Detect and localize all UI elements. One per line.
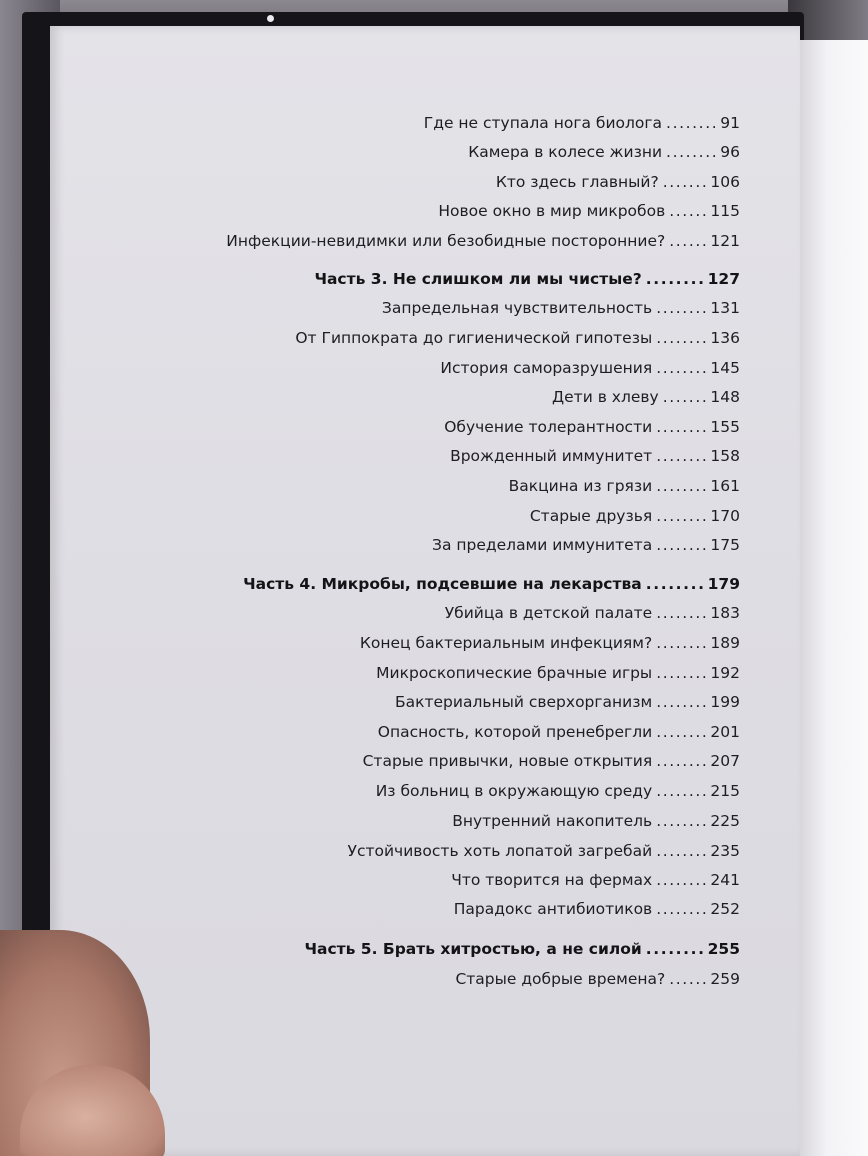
toc-entry-title: Убийца в детской палате — [444, 604, 653, 622]
toc-entry — [363, 752, 740, 776]
toc-entry-page-number: 170 — [710, 507, 740, 525]
toc-entry-leader: ........ — [666, 114, 719, 132]
toc-entry — [452, 812, 740, 836]
toc-entry — [382, 299, 740, 323]
toc-entry — [376, 664, 740, 688]
toc-entry-leader: ...... — [669, 202, 709, 220]
toc-entry — [509, 477, 740, 501]
toc-entry-page-number: 148 — [710, 388, 740, 406]
toc-entry — [438, 202, 740, 226]
toc-entry-leader: ........ — [656, 723, 709, 741]
toc-entry-leader: ........ — [656, 418, 709, 436]
toc-entry-leader: ........ — [656, 782, 709, 800]
toc-entry-page-number: 127 — [707, 270, 740, 288]
toc-entry-title: Парадокс антибиотиков — [453, 900, 653, 918]
toc-entry-leader: ........ — [656, 634, 709, 652]
toc-entry — [444, 418, 740, 442]
toc-entry-title: Старые добрые времена? — [455, 970, 666, 988]
toc-entry-title: За пределами иммунитета — [432, 536, 653, 554]
toc-entry-leader: ........ — [656, 536, 709, 554]
toc-entry-title: От Гиппократа до гигиенической гипотезы — [295, 329, 653, 347]
toc-entry-leader: ........ — [656, 447, 709, 465]
toc-entry-title: Кто здесь главный? — [495, 173, 659, 191]
toc-entry-title: Что творится на фермах — [451, 871, 653, 889]
toc-entry-title: Микроскопические брачные игры — [376, 664, 653, 682]
toc-entry-page-number: 136 — [710, 329, 740, 347]
toc-entry-title: Камера в колесе жизни — [468, 143, 663, 161]
toc-entry-leader: ........ — [656, 693, 709, 711]
toc-entry-leader: ........ — [656, 299, 709, 317]
toc-entry — [468, 143, 740, 167]
toc-entry-page-number: 252 — [710, 900, 740, 918]
toc-entry-page-number: 207 — [710, 752, 740, 770]
toc-entry-leader: ...... — [669, 970, 709, 988]
toc-entry-leader: ........ — [656, 604, 709, 622]
toc-entry-page-number: 189 — [710, 634, 740, 652]
toc-entry-leader: ........ — [645, 940, 706, 958]
toc-entry-page-number: 115 — [710, 202, 740, 220]
toc-entry-title: Старые друзья — [529, 507, 653, 525]
toc-entry-page-number: 155 — [710, 418, 740, 436]
toc-entry-title: Часть 4. Микробы, подсевшие на лекарства — [243, 575, 642, 593]
toc-entry-page-number: 91 — [720, 114, 740, 132]
toc-entry-page-number: 161 — [710, 477, 740, 495]
toc-entry — [424, 114, 740, 138]
toc-entry-page-number: 121 — [710, 232, 740, 250]
toc-entry-leader: ........ — [656, 359, 709, 377]
toc-entry-leader: ........ — [656, 507, 709, 525]
toc-entry-page-number: 96 — [720, 143, 740, 161]
toc-entry-title: Врожденный иммунитет — [450, 447, 653, 465]
toc-part-heading — [243, 575, 740, 599]
toc-entry-leader: ...... — [669, 232, 709, 250]
toc-entry-title: Новое окно в мир микробов — [438, 202, 666, 220]
toc-entry-page-number: 215 — [710, 782, 740, 800]
toc-entry-title: Инфекции-невидимки или безобидные посторонние? — [226, 232, 666, 250]
toc-entry-title: Часть 3. Не слишком ли мы чистые? — [314, 270, 642, 288]
toc-entry-leader: ........ — [645, 575, 706, 593]
toc-entry — [450, 447, 740, 471]
toc-entry-leader: ........ — [656, 871, 709, 889]
toc-entry — [445, 604, 740, 628]
toc-entry-page-number: 145 — [710, 359, 740, 377]
toc-entry — [454, 900, 740, 924]
toc-entry-title: Из больниц в окружающую среду — [375, 782, 653, 800]
toc-entry-leader: ........ — [656, 329, 709, 347]
toc-entry-page-number: 158 — [710, 447, 740, 465]
toc-entry-leader: ........ — [656, 842, 709, 860]
toc-entry-leader: ........ — [656, 900, 709, 918]
toc-entry-title: Конец бактериальным инфекциям? — [359, 634, 653, 652]
toc-entry-page-number: 259 — [710, 970, 740, 988]
toc-entry-title: Бактериальный сверхорганизм — [394, 693, 653, 711]
toc-entry — [295, 329, 740, 353]
toc-entry-title: Где не ступала нога биолога — [423, 114, 663, 132]
toc-entry-leader: ........ — [656, 812, 709, 830]
toc-entry-page-number: 179 — [707, 575, 740, 593]
toc-entry-leader: ........ — [645, 270, 706, 288]
toc-entry-title: Часть 5. Брать хитростью, а не силой — [304, 940, 642, 958]
toc-entry — [451, 871, 740, 895]
toc-entry — [432, 536, 740, 560]
toc-entry-title: Дети в хлеву — [552, 388, 659, 406]
toc-entry-leader: ........ — [656, 752, 709, 770]
toc-entry-page-number: 235 — [710, 842, 740, 860]
toc-entry — [395, 693, 740, 717]
toc-entry-leader: ........ — [666, 143, 719, 161]
toc-entry — [496, 173, 740, 197]
toc-entry — [226, 232, 740, 256]
toc-entry — [360, 634, 740, 658]
toc-entry-page-number: 192 — [710, 664, 740, 682]
toc-entry-leader: ....... — [662, 173, 709, 191]
toc-entry-title: Опасность, которой пренебрегли — [377, 723, 653, 741]
toc-entry-page-number: 175 — [710, 536, 740, 554]
toc-entry-page-number: 183 — [710, 604, 740, 622]
toc-entry-title: Вакцина из грязи — [508, 477, 653, 495]
toc-part-heading — [314, 270, 740, 294]
cover-dot — [267, 15, 274, 22]
toc-entry — [455, 970, 740, 994]
toc-entry-page-number: 201 — [710, 723, 740, 741]
toc-entry-title: Устойчивость хоть лопатой загребай — [347, 842, 653, 860]
toc-entry-leader: ........ — [656, 477, 709, 495]
toc-entry — [348, 842, 741, 866]
toc-entry-page-number: 241 — [710, 871, 740, 889]
toc-entry — [440, 359, 740, 383]
toc-entry — [376, 782, 740, 806]
toc-entry-page-number: 106 — [710, 173, 740, 191]
toc-entry-title: Старые привычки, новые открытия — [362, 752, 653, 770]
toc-entry-title: История саморазрушения — [440, 359, 653, 377]
toc-entry-title: Внутренний накопитель — [452, 812, 653, 830]
toc-entry-page-number: 225 — [710, 812, 740, 830]
toc-entry-title: Обучение толерантности — [444, 418, 653, 436]
toc-entry-page-number: 131 — [710, 299, 740, 317]
toc-entry — [378, 723, 740, 747]
toc-entry-title: Запредельная чувствительность — [381, 299, 653, 317]
toc-entry — [552, 388, 740, 412]
toc-entry-page-number: 199 — [710, 693, 740, 711]
toc-entry-leader: ........ — [656, 664, 709, 682]
toc-entry — [530, 507, 740, 531]
right-page-edge — [800, 40, 868, 1156]
toc-part-heading — [304, 940, 740, 964]
toc-entry-leader: ....... — [662, 388, 709, 406]
toc-entry-page-number: 255 — [707, 940, 740, 958]
